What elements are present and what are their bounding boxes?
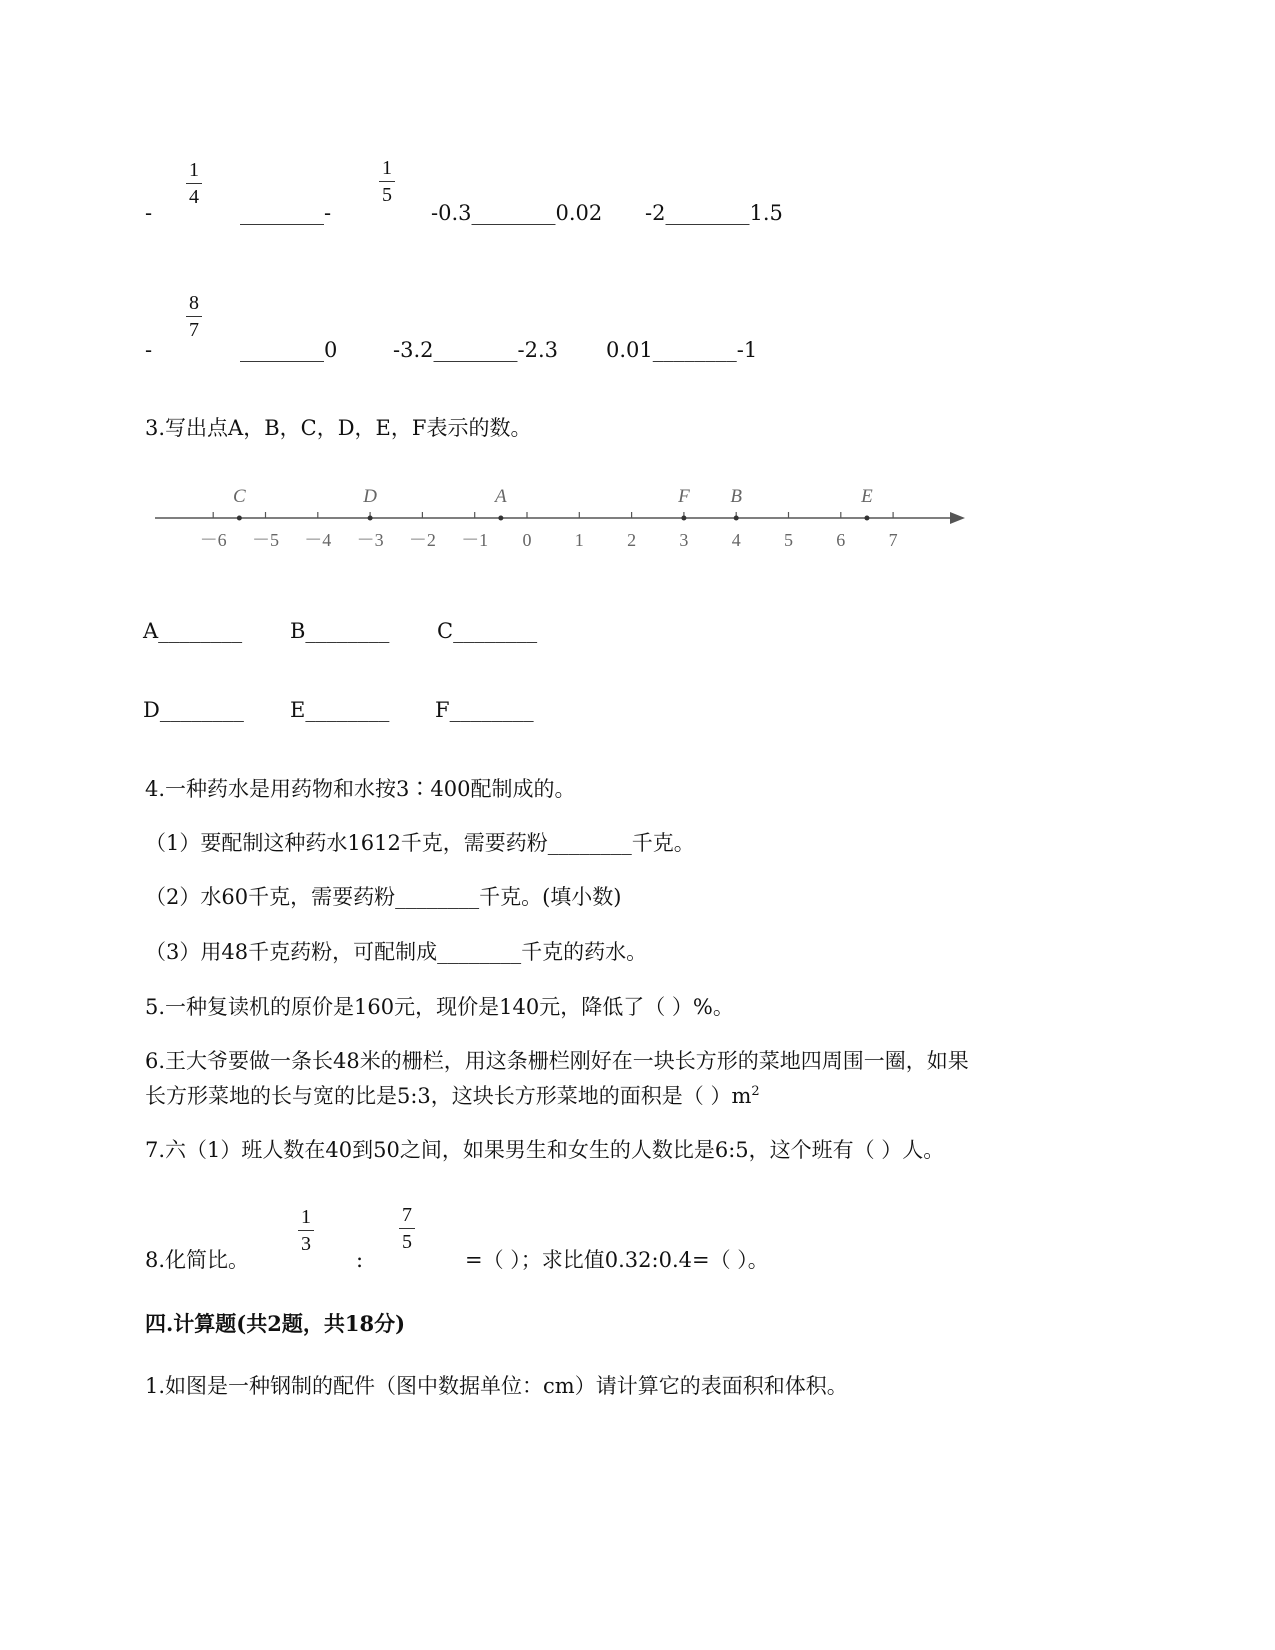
row1-fraction-a	[186, 160, 202, 207]
section4-q1: 1.如图是一种钢制的配件（图中数据单位：cm）请计算它的表面积和体积。	[145, 1374, 848, 1398]
number-line-tick-label: 2	[627, 530, 637, 550]
number-line-tick-label: 1	[574, 530, 584, 550]
row2-comparison-c: -3.2________-2.3	[393, 338, 558, 362]
q4-title: 4.一种药水是用药物和水按3∶400配制成的。	[145, 777, 576, 801]
q3-answers-a: A________	[143, 619, 243, 643]
q5-text: 5.一种复读机的原价是160元，现价是140元，降低了（ ）%。	[145, 995, 734, 1019]
q3-answers-f: F________	[435, 698, 534, 722]
number-line-tick-label: 3	[679, 530, 689, 550]
fraction-bar	[186, 183, 202, 184]
fraction-numerator: 1	[382, 157, 392, 179]
q4-sub2: （2）水60千克，需要药粉________千克。(填小数)	[145, 885, 622, 909]
number-line-point-label: F	[678, 486, 690, 507]
row2-fraction-a	[186, 293, 202, 340]
q8-suffix: =（ ）；求比值0.32:0.4=（ ）。	[465, 1248, 769, 1272]
q6-line2	[145, 1086, 760, 1107]
number-line-point	[368, 516, 373, 521]
number-line-tick-label: 0	[522, 530, 532, 550]
q7-text: 7.六（1）班人数在40到50之间，如果男生和女生的人数比是6:5，这个班有（ ）人。	[145, 1138, 945, 1162]
q6-exponent: 2	[751, 1084, 760, 1099]
arrow-head-icon	[950, 512, 965, 524]
row1-comparison-c: -0.3________0.02	[431, 201, 603, 225]
row1-comparison-d: -2________1.5	[645, 201, 783, 225]
q3-answers-b: B________	[290, 619, 390, 643]
fraction-bar	[298, 1230, 314, 1231]
number-line-point-label: A	[495, 486, 507, 507]
number-line	[0, 475, 1275, 585]
number-line-point-label: B	[730, 486, 743, 507]
number-line-tick-label: 5	[784, 530, 793, 550]
q3-answers-d: D________	[143, 698, 244, 722]
fraction-denominator: 5	[402, 1231, 412, 1253]
number-line-point	[237, 516, 242, 521]
fraction-numerator: 1	[189, 159, 199, 181]
number-line-tick-label: －2	[408, 530, 436, 550]
number-line-tick-label: －5	[252, 530, 279, 550]
number-line-tick-label: 4	[731, 530, 741, 550]
q3-title: 3.写出点A，B，C，D，E，F表示的数。	[145, 416, 532, 440]
number-line-tick-label: －3	[356, 530, 384, 550]
q4-sub3: （3）用48千克药粉，可配制成________千克的药水。	[145, 940, 648, 964]
q6-line2-text: 长方形菜地的长与宽的比是5:3，这块长方形菜地的面积是（ ）m	[145, 1084, 752, 1108]
fraction-numerator: 8	[189, 292, 199, 314]
fraction-denominator: 3	[301, 1233, 311, 1255]
number-line-tick-label: －6	[199, 530, 227, 550]
q3-answers-e: E________	[290, 698, 390, 722]
q3-answers-c: C________	[437, 619, 538, 643]
number-line-point-label: C	[233, 486, 246, 507]
number-line-tick-label: －1	[461, 530, 489, 550]
row2-blank-a: ________0	[240, 338, 338, 362]
q8-fraction-1	[298, 1207, 314, 1254]
fraction-numerator: 7	[402, 1204, 412, 1226]
row2-comparison-d: 0.01________-1	[606, 338, 758, 362]
number-line-point-label: D	[363, 486, 377, 507]
fraction-bar	[186, 316, 202, 317]
q4-sub1: （1）要配制这种药水1612千克，需要药粉________千克。	[145, 831, 695, 855]
q8-prefix: 8.化简比。	[145, 1248, 250, 1272]
section4-heading: 四.计算题(共2题，共18分)	[145, 1311, 406, 1336]
number-line-tick-label: 7	[888, 530, 898, 550]
number-line-point	[864, 516, 869, 521]
row1-fraction-b	[379, 158, 395, 205]
q6-line1: 6.王大爷要做一条长48米的栅栏，用这条栅栏刚好在一块长方形的菜地四周围一圈，如果	[145, 1049, 969, 1073]
row1-blank-a: ________-	[240, 201, 332, 225]
number-line-point	[734, 516, 739, 521]
fraction-bar	[379, 181, 395, 182]
fraction-denominator: 4	[189, 186, 199, 208]
fraction-numerator: 1	[301, 1206, 311, 1228]
number-line-tick-label: 6	[836, 530, 846, 550]
fraction-bar	[399, 1228, 415, 1229]
number-line-point-label: E	[861, 486, 873, 507]
fraction-denominator: 5	[382, 184, 392, 206]
q8-colon: :	[356, 1248, 364, 1272]
fraction-denominator: 7	[189, 319, 199, 341]
row2-a-sign: -	[145, 338, 153, 362]
row1-a-sign: -	[145, 201, 153, 225]
number-line-tick-label: －4	[304, 530, 332, 550]
q8-fraction-2	[399, 1205, 415, 1252]
number-line-point	[498, 516, 503, 521]
number-line-point	[681, 516, 686, 521]
